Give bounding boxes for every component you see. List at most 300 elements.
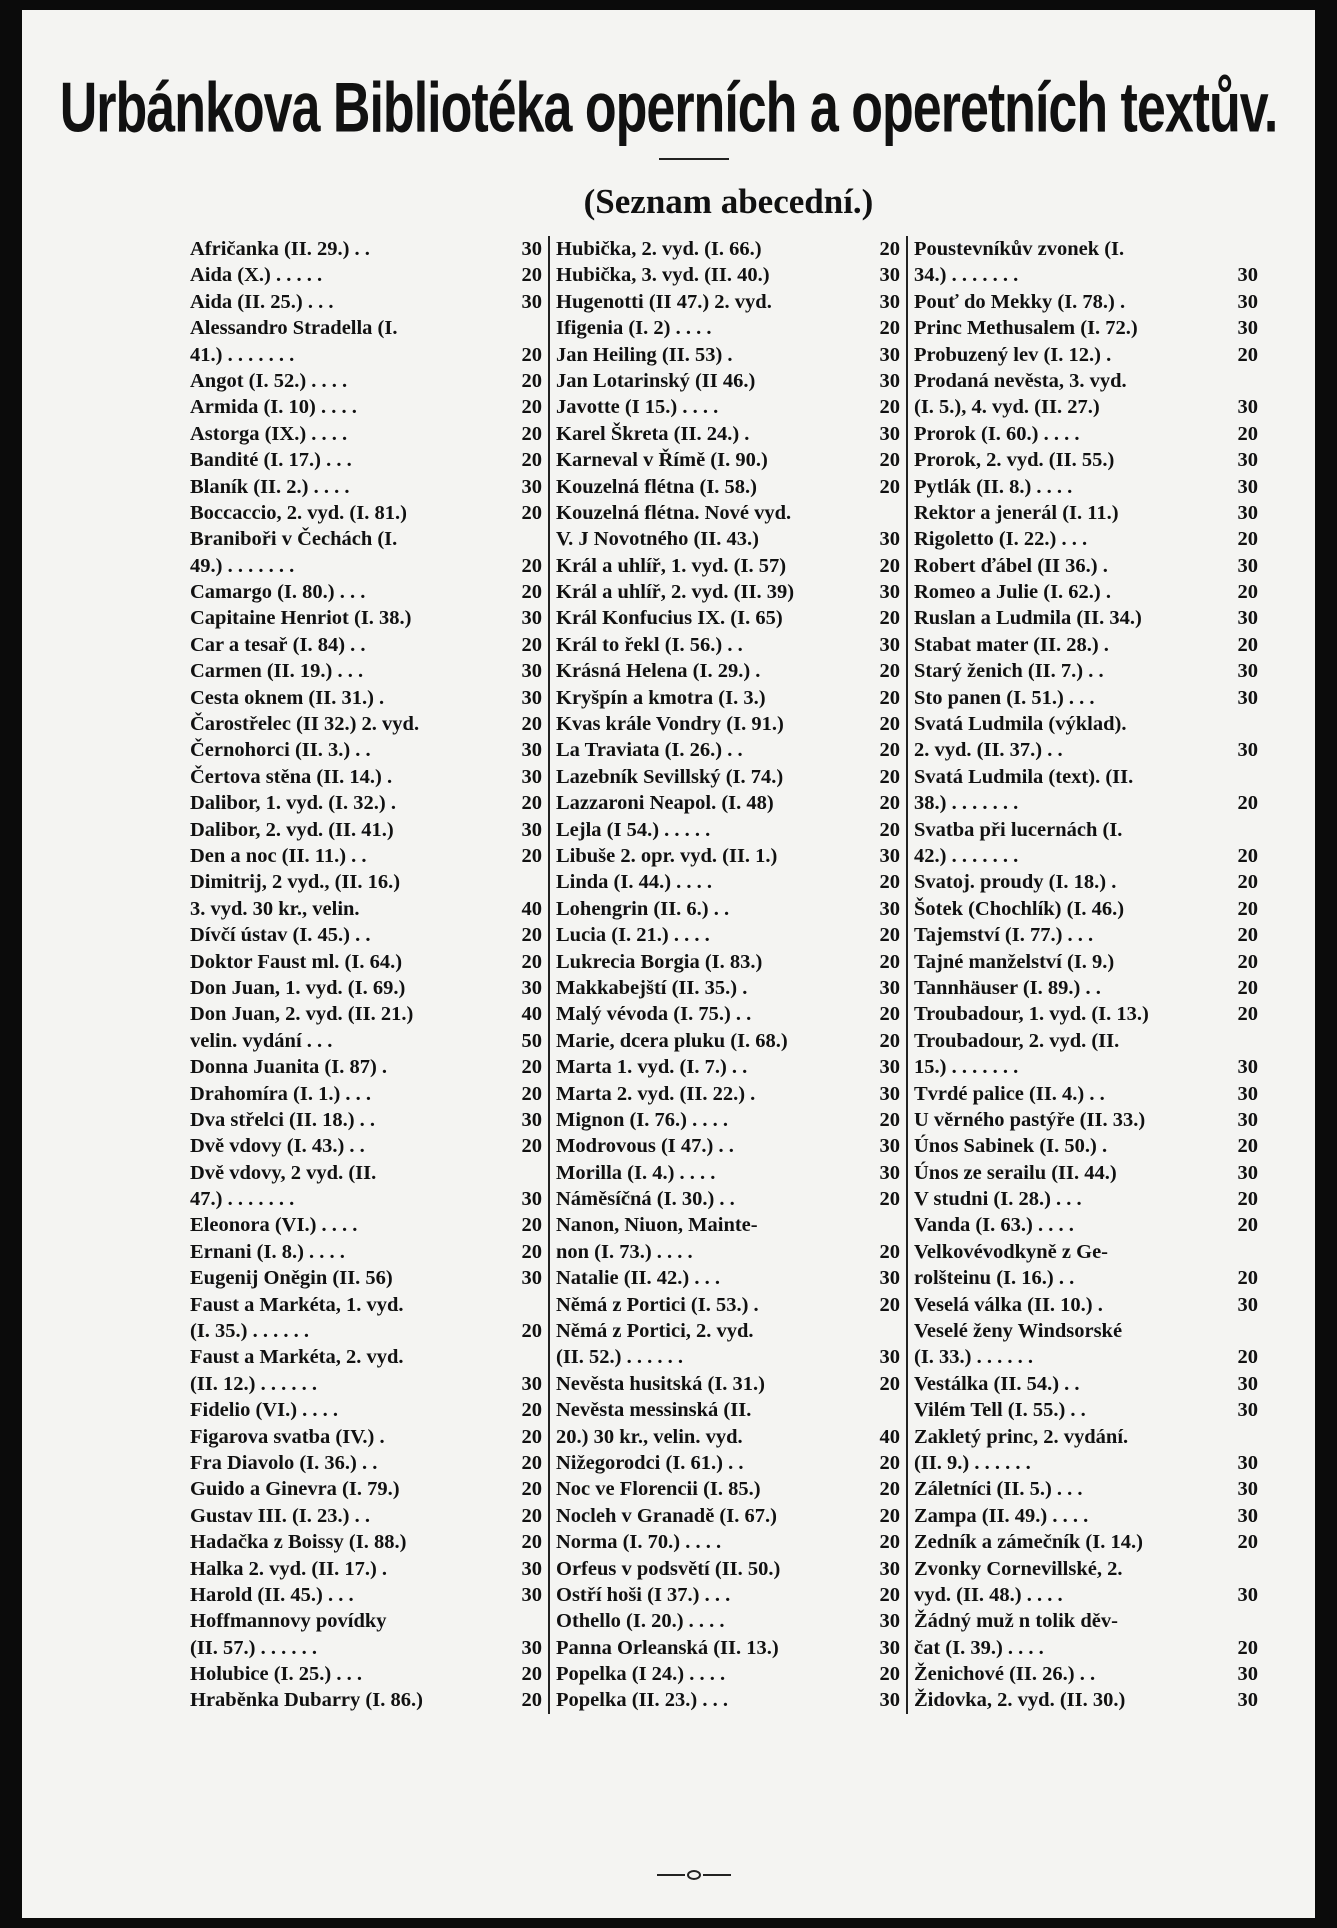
catalog-entry [914,289,1258,315]
entry-price: 30 [879,1610,900,1633]
entry-title: Kouzelná flétna (I. 58.) [556,475,757,498]
catalog-entry [190,1292,542,1318]
entry-title: Jan Lotarinský (II 46.) [556,369,756,392]
entry-title: Astorga (IX.) . . . . [190,422,348,445]
entry-title: Lucia (I. 21.) . . . . [556,924,710,947]
entry-title: (I. 5.), 4. vyd. (II. 27.) [914,396,1100,419]
catalog-entry [190,553,542,579]
entry-price: 20 [879,660,900,683]
catalog-entry [914,605,1258,631]
entry-price: 20 [1237,1188,1258,1211]
entry-price: 20 [521,422,542,445]
catalog-entry [190,1635,542,1661]
catalog-entry [556,368,900,394]
entry-title: 15.) . . . . . . . [914,1056,1019,1079]
catalog-entry [190,1371,542,1397]
entry-title: Hoffmannovy povídky [190,1610,387,1633]
catalog-entry [556,975,900,1001]
entry-title: Don Juan, 1. vyd. (I. 69.) [190,976,406,999]
catalog-entry [914,896,1258,922]
entry-title: Drahomíra (I. 1.) . . . [190,1082,372,1105]
entry-price: 20 [521,713,542,736]
entry-price: 20 [521,581,542,604]
entry-title: Vilém Tell (I. 55.) . . [914,1399,1086,1422]
entry-price: 30 [1237,660,1258,683]
catalog-entry [556,579,900,605]
entry-title: Boccaccio, 2. vyd. (I. 81.) [190,501,407,524]
page-title: Urbánkova Bibliotéka operních a operetních textův. [59,69,1278,148]
entry-title: Ostří hoši (I 37.) . . . [556,1583,731,1606]
entry-title: Únos ze serailu (II. 44.) [914,1161,1117,1184]
catalog-entry [190,526,542,552]
catalog-entry [556,447,900,473]
entry-title: Faust a Markéta, 2. vyd. [190,1346,404,1369]
entry-title: Hubička, 2. vyd. (I. 66.) [556,238,762,260]
catalog-entry [556,658,900,684]
entry-price: 30 [521,660,542,683]
catalog-entry [556,1476,900,1502]
catalog-page [22,10,1315,1918]
catalog-entry [914,1239,1258,1265]
entry-price: 30 [521,238,542,260]
entry-price: 30 [1237,1108,1258,1131]
entry-price: 20 [879,1188,900,1211]
catalog-entry [556,1001,900,1027]
entry-price: 20 [879,1663,900,1686]
entry-title: 3. vyd. 30 kr., velin. [190,897,360,920]
entry-title: Židovka, 2. vyd. (II. 30.) [914,1689,1126,1712]
catalog-entry [556,632,900,658]
entry-title: Vanda (I. 63.) . . . . [914,1214,1074,1237]
catalog-entry [914,342,1258,368]
catalog-entry [190,1265,542,1291]
catalog-entry [914,685,1258,711]
catalog-entry [914,447,1258,473]
catalog-entry [556,1397,900,1423]
entry-price: 20 [1237,950,1258,973]
entry-price: 20 [521,1240,542,1263]
entry-price: 20 [879,317,900,340]
catalog-entry [190,922,542,948]
entry-price: 30 [1237,475,1258,498]
entry-title: Blaník (II. 2.) . . . . [190,475,350,498]
entry-title: Libuše 2. opr. vyd. (II. 1.) [556,844,778,867]
entry-price: 50 [521,1029,542,1052]
entry-title: (II. 9.) . . . . . . [914,1451,1031,1474]
entry-title: Rigoletto (I. 22.) . . . [914,528,1088,551]
catalog-entry [190,1687,542,1713]
entry-price: 20 [521,1082,542,1105]
entry-price: 30 [521,1188,542,1211]
catalog-entry [190,1133,542,1159]
entry-title: Aida (X.) . . . . . [190,264,323,287]
entry-price: 20 [879,1478,900,1501]
catalog-entry [556,1661,900,1687]
entry-price: 20 [879,238,900,260]
entry-title: Žádný muž n tolik děv- [914,1610,1118,1633]
catalog-entry [190,1424,542,1450]
entry-title: Starý ženich (II. 7.) . . [914,660,1104,683]
entry-title: 47.) . . . . . . . [190,1188,295,1211]
entry-title: Angot (I. 52.) . . . . [190,369,348,392]
catalog-entry [556,1054,900,1080]
entry-price: 30 [1237,317,1258,340]
entry-price: 30 [879,581,900,604]
catalog-entry [914,1424,1258,1450]
entry-price: 20 [521,1056,542,1079]
catalog-entry [914,394,1258,420]
catalog-entry [556,1556,900,1582]
entry-title: Princ Methusalem (I. 72.) [914,317,1138,340]
entry-title: Prorok, 2. vyd. (II. 55.) [914,449,1115,472]
catalog-entry [914,1186,1258,1212]
entry-price: 30 [1237,1372,1258,1395]
entry-title: Hraběnka Dubarry (I. 86.) [190,1689,423,1712]
entry-price: 30 [879,1056,900,1079]
entry-price: 30 [879,422,900,445]
entry-title: čat (I. 39.) . . . . [914,1636,1044,1659]
catalog-entry [556,1212,900,1238]
entry-price: 30 [879,1689,900,1712]
catalog-entry [914,579,1258,605]
entry-title: Fra Diavolo (I. 36.) . . [190,1451,378,1474]
catalog-entry [190,342,542,368]
entry-price: 20 [1237,1135,1258,1158]
entry-price: 20 [521,1135,542,1158]
entry-title: (II. 52.) . . . . . . [556,1346,683,1369]
catalog-entry [914,764,1258,790]
entry-price: 30 [1237,1504,1258,1527]
entry-price: 20 [879,1293,900,1316]
entry-price: 20 [521,792,542,815]
entry-title: Král to řekl (I. 56.) . . [556,633,743,656]
entry-title: Holubice (I. 25.) . . . [190,1663,362,1686]
entry-price: 20 [521,501,542,524]
catalog-entry [914,1265,1258,1291]
entry-title: Eugenij Oněgin (II. 56) [190,1267,393,1290]
entry-price: 20 [1237,343,1258,366]
catalog-entry [556,1292,900,1318]
entry-title: Král a uhlíř, 2. vyd. (II. 39) [556,581,795,604]
entry-price: 20 [879,739,900,762]
entry-price: 30 [1237,739,1258,762]
entry-price: 20 [521,554,542,577]
entry-title: Svatoj. proudy (I. 18.) . [914,871,1117,894]
catalog-entry [556,500,900,526]
catalog-entry [914,1582,1258,1608]
entry-price: 30 [1237,1689,1258,1712]
entry-price: 20 [1237,844,1258,867]
entry-price: 30 [521,1267,542,1290]
entry-price: 30 [521,765,542,788]
entry-title: Stabat mater (II. 28.) . [914,633,1109,656]
entry-title: Morilla (I. 4.) . . . . [556,1161,716,1184]
entry-price: 30 [521,1583,542,1606]
catalog-column-1 [190,236,548,1714]
catalog-entry [190,1001,542,1027]
entry-title: Krásná Helena (I. 29.) . [556,660,761,683]
catalog-entry [556,1265,900,1291]
entry-price: 30 [521,607,542,630]
catalog-entry [190,1107,542,1133]
entry-price: 20 [1237,1214,1258,1237]
catalog-entry [190,605,542,631]
entry-price: 20 [879,1504,900,1527]
catalog-column-2 [548,236,906,1714]
entry-price: 20 [1237,1531,1258,1554]
entry-title: Záletníci (II. 5.) . . . [914,1478,1083,1501]
entry-title: Den a noc (II. 11.) . . [190,844,367,867]
entry-title: Poustevníkův zvonek (I. [914,238,1125,260]
entry-price: 30 [1237,290,1258,313]
entry-title: Nevěsta messinská (II. [556,1399,752,1422]
entry-price: 30 [879,528,900,551]
catalog-entry [190,474,542,500]
entry-price: 30 [879,1346,900,1369]
entry-price: 20 [521,396,542,419]
catalog-entry [190,1344,542,1370]
entry-title: Car a tesař (I. 84) . . [190,633,366,656]
entry-title: Veselá válka (II. 10.) . [914,1293,1103,1316]
entry-title: velin. vydání . . . [190,1029,333,1052]
entry-price: 30 [1237,1293,1258,1316]
entry-price: 20 [521,1425,542,1448]
entry-title: Zampa (II. 49.) . . . . [914,1504,1089,1527]
catalog-entry [556,342,900,368]
entry-price: 20 [879,792,900,815]
entry-price: 20 [521,1478,542,1501]
catalog-entry [190,764,542,790]
entry-title: (I. 33.) . . . . . . [914,1346,1034,1369]
entry-title: Natalie (II. 42.) . . . [556,1267,720,1290]
entry-title: Cesta oknem (II. 31.) . [190,686,385,709]
entry-title: Pytlák (II. 8.) . . . . [914,475,1073,498]
entry-title: Romeo a Julie (I. 62.) . [914,581,1112,604]
catalog-entry [556,394,900,420]
catalog-entry [556,1371,900,1397]
entry-price: 30 [521,1557,542,1580]
entry-title: Únos Sabinek (I. 50.) . [914,1135,1108,1158]
catalog-entry [190,289,542,315]
catalog-entry [190,896,542,922]
entry-price: 30 [1237,1663,1258,1686]
catalog-entry [556,236,900,262]
entry-price: 30 [879,1135,900,1158]
catalog-entry [556,1424,900,1450]
entry-title: Aida (II. 25.) . . . [190,290,334,313]
catalog-entry [190,737,542,763]
entry-title: Nanon, Niuon, Mainte- [556,1214,758,1237]
catalog-entry [556,1318,900,1344]
entry-price: 30 [879,290,900,313]
entry-title: Dalibor, 2. vyd. (II. 41.) [190,818,394,841]
entry-title: Hadačka z Boissy (I. 88.) [190,1531,407,1554]
entry-price: 30 [879,844,900,867]
catalog-entry [556,526,900,552]
catalog-entry [190,949,542,975]
entry-title: rolšteinu (I. 16.) . . [914,1267,1075,1290]
entry-price: 40 [521,897,542,920]
catalog-entry [190,447,542,473]
entry-title: Orfeus v podsvětí (II. 50.) [556,1557,781,1580]
entry-price: 20 [521,343,542,366]
entry-price: 30 [1237,1082,1258,1105]
catalog-entry [190,658,542,684]
entry-price: 30 [879,976,900,999]
entry-title: Noc ve Florencii (I. 85.) [556,1478,761,1501]
entry-price: 20 [521,1451,542,1474]
entry-title: Dva střelci (II. 18.) . . [190,1108,376,1131]
entry-title: Král Konfucius IX. (I. 65) [556,607,783,630]
catalog-entry [190,1160,542,1186]
catalog-entry [914,1028,1258,1054]
entry-title: Nevěsta husitská (I. 31.) [556,1372,765,1395]
catalog-entry [914,1081,1258,1107]
entry-price: 20 [879,449,900,472]
catalog-entry [556,553,900,579]
catalog-entry [556,315,900,341]
catalog-entry [190,711,542,737]
entry-title: Hugenotti (II 47.) 2. vyd. [556,290,772,313]
entry-price: 30 [1237,1161,1258,1184]
catalog-entry [190,685,542,711]
entry-title: Dvě vdovy (I. 43.) . . [190,1135,365,1158]
entry-title: Náměsíčná (I. 30.) . . [556,1188,735,1211]
entry-price: 20 [521,1504,542,1527]
entry-title: Němá z Portici (I. 53.) . [556,1293,759,1316]
entry-title: Čertova stěna (II. 14.) . [190,765,393,788]
catalog-entry [914,1371,1258,1397]
entry-title: Marta 2. vyd. (II. 22.) . [556,1082,756,1105]
entry-title: Rektor a jenerál (I. 11.) [914,501,1119,524]
entry-price: 20 [1237,976,1258,999]
entry-price: 20 [521,449,542,472]
entry-price: 20 [521,633,542,656]
catalog-entry [914,1318,1258,1344]
entry-title: Karel Škreta (II. 24.) . [556,422,750,445]
entry-title: Gustav III. (I. 23.) . . [190,1504,370,1527]
catalog-entry [914,1160,1258,1186]
entry-title: Harold (II. 45.) . . . [190,1583,354,1606]
catalog-entry [190,1397,542,1423]
entry-title: Zedník a zámečník (I. 14.) [914,1531,1143,1554]
entry-title: Kouzelná flétna. Nové vyd. [556,501,792,524]
catalog-entry [190,421,542,447]
entry-title: Guido a Ginevra (I. 79.) [190,1478,400,1501]
entry-title: Popelka (II. 23.) . . . [556,1689,728,1712]
catalog-entry [914,526,1258,552]
catalog-entry [914,1450,1258,1476]
entry-price: 30 [879,1557,900,1580]
catalog-entry [190,1556,542,1582]
catalog-entry [190,262,542,288]
entry-title: Dívčí ústav (I. 45.) . . [190,924,371,947]
catalog-entry [190,1529,542,1555]
entry-title: non (I. 73.) . . . . [556,1240,693,1263]
catalog-entry [190,1503,542,1529]
catalog-entry [556,817,900,843]
entry-price: 30 [521,818,542,841]
entry-price: 20 [521,924,542,947]
entry-title: Ženichové (II. 26.) . . [914,1663,1096,1686]
catalog-entry [914,1687,1258,1713]
entry-title: Popelka (I 24.) . . . . [556,1663,726,1686]
entry-price: 20 [879,1029,900,1052]
catalog-entry [556,896,900,922]
entry-title: Zakletý princ, 2. vydání. [914,1425,1129,1448]
catalog-entry [190,500,542,526]
catalog-entry [914,500,1258,526]
entry-title: Dvě vdovy, 2 vyd. (II. [190,1161,377,1184]
catalog-entry [914,421,1258,447]
entry-title: Sto panen (I. 51.) . . . [914,686,1095,709]
entry-title: U věrného pastýře (II. 33.) [914,1108,1146,1131]
entry-title: Tajné manželství (I. 9.) [914,950,1115,973]
entry-title: Javotte (I 15.) . . . . [556,396,719,419]
entry-price: 30 [879,264,900,287]
catalog-entry [190,790,542,816]
entry-title: Eleonora (VI.) . . . . [190,1214,358,1237]
entry-title: Modrovous (I 47.) . . [556,1135,734,1158]
catalog-entry [914,1212,1258,1238]
entry-price: 20 [521,1689,542,1712]
entry-price: 30 [1237,686,1258,709]
entry-title: Mignon (I. 76.) . . . . [556,1108,728,1131]
catalog-entry [556,1635,900,1661]
entry-price: 30 [879,633,900,656]
entry-price: 20 [1237,792,1258,815]
entry-title: Čarostřelec (II 32.) 2. vyd. [190,713,420,736]
entry-price: 30 [1237,501,1258,524]
entry-title: Dalibor, 1. vyd. (I. 32.) . [190,792,396,815]
entry-title: Linda (I. 44.) . . . . [556,871,713,894]
entry-title: Fidelio (VI.) . . . . [190,1399,339,1422]
entry-price: 20 [521,369,542,392]
entry-title: Bandité (I. 17.) . . . [190,449,352,472]
catalog-entry [914,474,1258,500]
entry-price: 30 [879,1636,900,1659]
catalog-entry [556,421,900,447]
catalog-entry [556,1186,900,1212]
entry-title: Alessandro Stradella (I. [190,317,398,340]
catalog-entry [914,737,1258,763]
entry-price: 20 [879,1451,900,1474]
entry-price: 20 [1237,1346,1258,1369]
entry-title: Lazebník Sevillský (I. 74.) [556,765,784,788]
catalog-entry [190,975,542,1001]
entry-price: 30 [521,739,542,762]
catalog-entry [556,605,900,631]
entry-price: 30 [879,1082,900,1105]
entry-price: 20 [521,1214,542,1237]
catalog-entry [914,1476,1258,1502]
entry-title: Faust a Markéta, 1. vyd. [190,1293,404,1316]
entry-title: Kryšpín a kmotra (I. 3.) [556,686,766,709]
catalog-entry [914,236,1258,262]
catalog-entry [556,1344,900,1370]
entry-price: 20 [879,396,900,419]
entry-title: Lazzaroni Neapol. (I. 48) [556,792,774,815]
catalog-entry [190,1608,542,1634]
entry-price: 30 [1237,1399,1258,1422]
entry-price: 20 [1237,528,1258,551]
entry-title: Lukrecia Borgia (I. 83.) [556,950,763,973]
entry-title: Doktor Faust ml. (I. 64.) [190,950,403,973]
entry-price: 20 [521,264,542,287]
catalog-entry [914,922,1258,948]
catalog-entry [556,474,900,500]
entry-price: 20 [1237,1003,1258,1026]
